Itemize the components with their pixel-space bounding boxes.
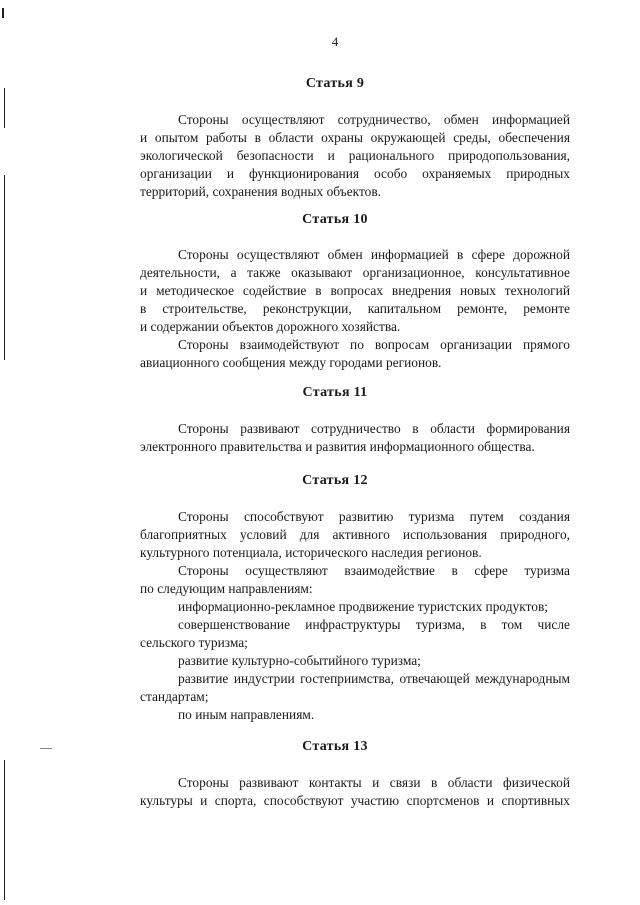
text-line: Стороны развивают сотрудничество в области формирования — [178, 421, 570, 436]
text-line: деятельности, а также оказывают организационное, консультативное — [140, 265, 570, 280]
text-line: сельского туризма; — [140, 635, 248, 650]
text-line: авиационного сообщения между городами регионов. — [140, 355, 442, 370]
scan-artifact — [4, 760, 5, 900]
text-line: Стороны взаимодействуют по вопросам организации прямого — [178, 337, 570, 352]
article-heading: Статья 9 — [305, 76, 365, 91]
list-item — [102, 652, 570, 670]
text-line: Стороны способствуют развитию туризма путем создания — [178, 509, 570, 524]
list-item — [102, 616, 570, 652]
text-line: информационно-рекламное продвижение туристских продуктов; — [178, 599, 548, 614]
text-line: организации и функционирования особо охраняемых природных — [140, 166, 570, 181]
text-line: Стороны осуществляют обмен информацией в сфере дорожной — [178, 247, 570, 262]
article-paragraph — [102, 111, 570, 201]
text-line: территорий, сохранения водных объектов. — [140, 184, 382, 199]
article-heading: Статья 13 — [302, 739, 368, 754]
page-number: 4 — [331, 34, 339, 49]
list-item — [102, 706, 570, 724]
text-line: развитие индустрии гостеприимства, отвечающей международным — [178, 671, 570, 686]
text-line: по следующим направлениям: — [140, 581, 313, 596]
text-line: Стороны осуществляют сотрудничество, обмен информацией — [178, 112, 570, 127]
list-item — [102, 670, 570, 706]
text-line: по иным направлениям. — [178, 707, 315, 722]
article-heading: Статья 11 — [302, 385, 368, 400]
text-line: культуры и спорта, способствуют участию спортсменов и спортивных — [140, 793, 570, 808]
article-heading: Статья 12 — [302, 473, 368, 488]
text-line: и методическое содействие в вопросах внедрения новых технологий — [140, 283, 570, 298]
text-line: Стороны развивают контакты и связи в области физической — [178, 775, 570, 790]
article-paragraph — [102, 562, 570, 598]
text-line: стандартам; — [140, 689, 209, 704]
text-line: экологической безопасности и рационального природопользования, — [140, 148, 570, 163]
scan-artifact — [2, 8, 4, 18]
text-line: в строительстве, реконструкции, капитальном ремонте, ремонте — [140, 301, 570, 316]
scan-artifact — [4, 175, 5, 360]
text-line: благоприятных условий для активного использования природного, — [140, 527, 570, 542]
text-line: совершенствование инфраструктуры туризма, в том числе — [178, 617, 570, 632]
article-paragraph — [102, 420, 570, 456]
text-line: электронного правительства и развития информационного общества. — [140, 439, 535, 454]
list-item — [102, 598, 570, 616]
article-heading: Статья 10 — [302, 212, 368, 227]
article-paragraph — [102, 336, 570, 372]
text-line: и опытом работы в области охраны окружающей среды, обеспечения — [140, 130, 570, 145]
text-line: Стороны осуществляют взаимодействие в сфере туризма — [178, 563, 570, 578]
article-paragraph — [102, 508, 570, 562]
article-paragraph — [102, 246, 570, 336]
article-paragraph — [102, 774, 570, 810]
text-line: и содержании объектов дорожного хозяйства. — [140, 319, 401, 334]
text-line: развитие культурно-событийного туризма; — [178, 653, 421, 668]
scan-artifact — [4, 88, 5, 128]
text-line: культурного потенциала, исторического наследия регионов. — [140, 545, 482, 560]
